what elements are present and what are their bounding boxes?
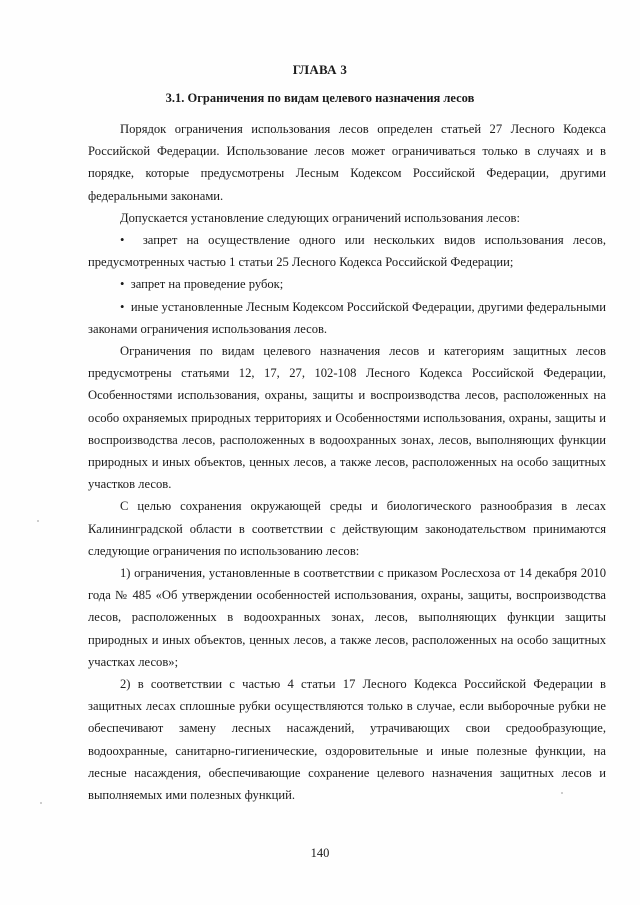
bullet-item-ban-usage (88, 229, 606, 273)
list-item-1: 1) ограничения, установленные в соответствии с приказом Рослесхоза от 14 декабря 2010 года № 485 «Об утверждении особенностей использования, охраны, защиты, воспроизводства лесов, расположенных в водоохранных зонах, лесов, выполняющих функции защиты природных и иных объектов, ценных лесов, а также лесов, расположенных на особо защитных участках лесов»; (88, 566, 606, 669)
document-body (88, 118, 606, 806)
paragraph-intro: Порядок ограничения использования лесов определен статьей 27 Лесного Кодекса Российской Федерации. Использование лесов может ограничиваться только в случаях и в порядке, которые предусмотрены Лесным Кодексом Российской Федерации, другими федеральными законами. (88, 122, 606, 203)
paragraph-environment-protection: С целью сохранения окружающей среды и биологического разнообразия в лесах Калининградской области в соответствии с действующим законодательством принимаются следующие ограничения по использованию лесов: (88, 499, 606, 558)
paragraph-restrictions-by-purpose: Ограничения по видам целевого назначения лесов и категориям защитных лесов предусмотрены статьями 12, 17, 27, 102-108 Лесного Кодекса Российской Федерации, Особенностями использования, охраны, защиты и воспроизводства лесов, расположенных на особо охраняемых природных территориях и Особенностями использования, охраны, защиты и воспроизводства лесов, расположенных в водоохранных зонах, лесов, выполняющих функции природных и иных объектов, ценных лесов, а также лесов, расположенных на особо защитных участков лесов. (88, 344, 606, 492)
bullet-item-ban-felling (88, 273, 606, 295)
list-item-2: 2) в соответствии с частью 4 статьи 17 Лесного Кодекса Российской Федерации в защитных лесах сплошные рубки осуществляются только в случае, если выборочные рубки не обеспечивают замену лесных насаждений, утрачивающих свои средообразующие, водоохранные, санитарно-гигиенические, оздоровительные и иные полезные функции, на лесные насаждения, обеспечивающие сохранение целевого назначения защитных лесов и выполняемых ими полезных функций. (88, 677, 606, 803)
scan-speck (40, 802, 42, 804)
section-heading: 3.1. Ограничения по видам целевого назначения лесов (165, 91, 475, 105)
chapter-heading: ГЛАВА 3 (292, 62, 348, 77)
bullet-text: • иные установленные Лесным Кодексом Российской Федерации, другими федеральными законами ограничения использования лесов. (88, 300, 606, 336)
bullet-item-other-restrictions (88, 296, 606, 340)
scan-speck (37, 520, 39, 522)
bullet-text: • запрет на осуществление одного или нескольких видов использования лесов, предусмотренных частью 1 статьи 25 Лесного Кодекса Российской Федерации; (88, 233, 606, 269)
bullet-text: • запрет на проведение рубок; (120, 277, 283, 291)
paragraph-allowed-restrictions: Допускается установление следующих ограничений использования лесов: (120, 210, 520, 225)
page-number: 140 (310, 846, 330, 860)
scan-speck (561, 792, 563, 794)
